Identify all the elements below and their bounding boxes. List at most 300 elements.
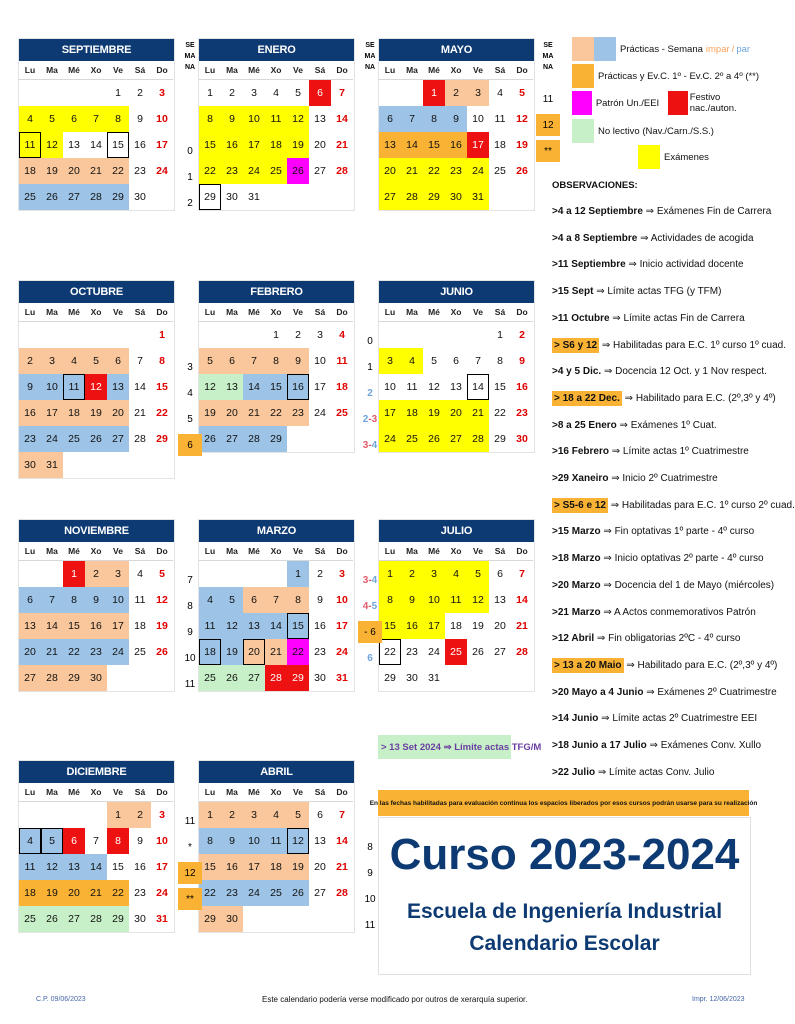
weekday-header: Mé xyxy=(243,61,265,80)
day-cell: 18 xyxy=(199,639,221,665)
empty-cell xyxy=(467,665,489,691)
weekday-header: Sá xyxy=(489,61,511,80)
weekday-header: Ve xyxy=(467,542,489,561)
day-cell: 4 xyxy=(401,348,423,374)
day-cell: 7 xyxy=(339,809,345,821)
day-cell: 18 xyxy=(450,620,462,632)
day-cell: 18 xyxy=(19,158,41,184)
weekday-header: Ma xyxy=(401,542,423,561)
day-cell: 25 xyxy=(265,880,287,906)
day-cell: 4 xyxy=(339,329,345,341)
week-number: 8 xyxy=(367,841,373,853)
observacion-text: ⇒ Exámenes 1º Cuat. xyxy=(616,419,717,431)
day-cell: 18 xyxy=(265,132,287,158)
day-cell: 2 xyxy=(317,568,323,580)
empty-cell xyxy=(41,561,63,587)
legend-examenes-label: Exámenes xyxy=(664,151,709,163)
empty-cell xyxy=(401,80,423,106)
legend-nolectivo-label: No lectivo (Nav./Carn./S.S.) xyxy=(598,125,714,137)
empty-cell xyxy=(243,322,265,348)
month-mayo xyxy=(378,38,535,211)
day-cell: 11 xyxy=(134,594,146,606)
observacion-item xyxy=(552,313,764,324)
observacion-item xyxy=(552,286,764,297)
day-cell: 20 xyxy=(243,639,265,665)
day-cell: 5 xyxy=(41,106,63,132)
day-cell: 10 xyxy=(423,587,445,613)
weekday-header: Mé xyxy=(63,783,85,802)
day-cell: 1 xyxy=(423,80,445,106)
day-cell: 10 xyxy=(107,587,129,613)
week-number: 11 xyxy=(364,919,376,931)
month-title: OCTUBRE xyxy=(19,281,174,303)
empty-cell xyxy=(63,80,85,106)
weekday-header: Lu xyxy=(19,542,41,561)
weekday-header: Sá xyxy=(129,783,151,802)
weekday-header: Sá xyxy=(309,303,331,322)
weekday-header: Do xyxy=(511,542,533,561)
day-cell: 15 xyxy=(287,613,309,639)
day-cell: 22 xyxy=(107,158,129,184)
day-cell: 10 xyxy=(243,828,265,854)
day-cell: 30 xyxy=(516,433,528,445)
week-number: 11 xyxy=(184,678,196,690)
day-cell: 24 xyxy=(243,158,265,184)
day-cell: 3 xyxy=(159,809,165,821)
day-cell: 18 xyxy=(401,400,423,426)
empty-cell xyxy=(511,184,533,210)
empty-cell xyxy=(467,322,489,348)
day-cell: 12 xyxy=(287,828,309,854)
observacion-text: ⇒ Fin obligatorias 2ºC - 4º curso xyxy=(594,633,741,645)
day-cell: 30 xyxy=(85,665,107,691)
weekday-header: Do xyxy=(151,783,173,802)
week-header: SE MA NA xyxy=(184,42,196,71)
empty-cell xyxy=(129,452,151,478)
weekday-header: Lu xyxy=(199,783,221,802)
day-cell: 26 xyxy=(287,158,309,184)
month-octubre xyxy=(18,280,175,479)
day-cell: 19 xyxy=(41,880,63,906)
day-cell: 14 xyxy=(336,113,348,125)
day-cell: 23 xyxy=(221,880,243,906)
empty-cell xyxy=(107,665,129,691)
week-number: 2 xyxy=(187,197,193,209)
day-cell: 2 xyxy=(221,802,243,828)
empty-cell xyxy=(129,322,151,348)
legend-impar: impar xyxy=(705,43,730,55)
day-cell: 19 xyxy=(85,400,107,426)
day-cell: 1 xyxy=(497,329,503,341)
month-febrero xyxy=(198,280,355,453)
day-cell: 25 xyxy=(494,165,506,177)
empty-cell xyxy=(107,322,129,348)
empty-cell xyxy=(129,665,151,691)
day-cell: 1 xyxy=(207,87,213,99)
day-cell: 12 xyxy=(41,854,63,880)
observacion-text: ⇒ Límite actas 2º Cuatrimestre EEI xyxy=(598,713,758,725)
month-junio xyxy=(378,280,535,453)
day-cell: 11 xyxy=(199,613,221,639)
week-number: 12 xyxy=(536,114,560,136)
day-cell: 19 xyxy=(156,620,168,632)
empty-cell xyxy=(445,322,467,348)
empty-cell xyxy=(41,802,63,828)
day-cell: 30 xyxy=(406,672,418,684)
day-cell: 17 xyxy=(243,854,265,880)
empty-cell xyxy=(41,322,63,348)
week-number: 3 xyxy=(187,361,193,373)
day-cell: 13 xyxy=(19,613,41,639)
weekday-header: Lu xyxy=(379,303,401,322)
day-cell: 30 xyxy=(134,913,146,925)
day-cell: 24 xyxy=(467,158,489,184)
observacion-text: ⇒ Inicio actividad docente xyxy=(625,259,744,271)
day-cell: 27 xyxy=(243,665,265,691)
day-cell: 31 xyxy=(41,452,63,478)
day-cell: 20 xyxy=(379,158,401,184)
day-cell: 22 xyxy=(265,400,287,426)
day-cell: 3 xyxy=(317,329,323,341)
day-cell: 22 xyxy=(423,158,445,184)
weekday-header: Ma xyxy=(41,783,63,802)
day-cell: 24 xyxy=(107,639,129,665)
day-cell: 28 xyxy=(336,887,348,899)
footer-right: Impr. 12/06/2023 xyxy=(692,996,745,1003)
empty-cell xyxy=(309,906,331,932)
week-number: - 6 xyxy=(358,621,382,643)
observacion-text: ⇒ Límite actas 1º Cuatrimestre xyxy=(608,446,749,458)
day-cell: 24 xyxy=(428,646,440,658)
empty-cell xyxy=(309,184,331,210)
observacion-date: >22 Julio xyxy=(552,766,596,778)
weekday-header: Ma xyxy=(401,61,423,80)
observacion-text: ⇒ Exámenes 2º Cuatrimestre xyxy=(643,686,777,698)
weekday-header: Ma xyxy=(41,542,63,561)
month-marzo xyxy=(198,519,355,692)
empty-cell xyxy=(423,322,445,348)
swatch-patron xyxy=(572,91,592,115)
week-header: SE MA NA xyxy=(364,42,376,71)
weekday-header: Ve xyxy=(467,61,489,80)
month-julio xyxy=(378,519,535,692)
day-cell: 2 xyxy=(85,561,107,587)
weekday-header: Xo xyxy=(85,303,107,322)
empty-cell xyxy=(19,802,41,828)
day-cell: 27 xyxy=(379,184,401,210)
day-cell: 16 xyxy=(134,861,146,873)
title-course: Curso 2023-2024 xyxy=(389,830,740,879)
day-cell: 16 xyxy=(516,381,528,393)
week-number: 9 xyxy=(367,867,373,879)
day-cell: 8 xyxy=(63,587,85,613)
weekday-header: Lu xyxy=(19,61,41,80)
empty-cell xyxy=(151,452,173,478)
day-cell: 27 xyxy=(221,426,243,452)
day-cell: 8 xyxy=(379,587,401,613)
day-cell: 7 xyxy=(475,355,481,367)
weekday-header: Ve xyxy=(107,783,129,802)
week-number: 2 xyxy=(367,387,373,399)
day-cell: 23 xyxy=(85,639,107,665)
day-cell: 3 xyxy=(243,802,265,828)
day-cell: 9 xyxy=(401,587,423,613)
day-cell: 27 xyxy=(494,646,506,658)
day-cell: 21 xyxy=(265,639,287,665)
day-cell: 2 xyxy=(137,87,143,99)
day-cell: 3 xyxy=(339,568,345,580)
day-cell: 19 xyxy=(472,620,484,632)
month-title: JULIO xyxy=(379,520,534,542)
month-title: FEBRERO xyxy=(199,281,354,303)
day-cell: 14 xyxy=(336,835,348,847)
day-cell: 14 xyxy=(401,132,423,158)
empty-cell xyxy=(489,665,511,691)
legend-patron-label: Patrón Un./EEI xyxy=(595,97,660,109)
day-cell: 15 xyxy=(156,381,168,393)
day-cell: 29 xyxy=(199,184,221,210)
weekday-header: Xo xyxy=(85,783,107,802)
empty-cell xyxy=(199,561,221,587)
day-cell: 16 xyxy=(221,132,243,158)
day-cell: 26 xyxy=(156,646,168,658)
observacion-text: ⇒ Límite actas Fin de Carrera xyxy=(609,312,745,324)
weekday-header: Do xyxy=(151,303,173,322)
day-cell: 4 xyxy=(199,587,221,613)
day-cell: 14 xyxy=(467,374,489,400)
weekday-header: Xo xyxy=(265,542,287,561)
day-cell: 9 xyxy=(85,587,107,613)
weekday-header: Do xyxy=(331,783,353,802)
observacion-text: ⇒ Inicio 2º Cuatrimestre xyxy=(608,473,718,484)
day-cell: 17 xyxy=(41,400,63,426)
footer-left: C.P. 09/06/2023 xyxy=(36,996,86,1003)
swatch-nolectivo xyxy=(572,119,594,143)
empty-cell xyxy=(511,665,533,691)
day-cell: 15 xyxy=(63,613,85,639)
observacion-item xyxy=(552,659,778,671)
day-cell: 26 xyxy=(287,880,309,906)
day-cell: 19 xyxy=(41,158,63,184)
day-cell: 18 xyxy=(336,381,348,393)
day-cell: 14 xyxy=(243,374,265,400)
day-cell: 4 xyxy=(273,87,279,99)
week-number: 5 xyxy=(187,413,193,425)
week-number: 6 xyxy=(367,652,373,664)
weekday-header: Sá xyxy=(309,542,331,561)
day-cell: 22 xyxy=(199,880,221,906)
day-cell: 16 xyxy=(134,139,146,151)
day-cell: 30 xyxy=(445,184,467,210)
day-cell: 13 xyxy=(63,854,85,880)
observacion-text: ⇒ Habilitado para E.C. (2º,3º y 4º) xyxy=(623,659,778,671)
day-cell: 21 xyxy=(243,400,265,426)
day-cell: 27 xyxy=(314,165,326,177)
day-cell: 1 xyxy=(273,329,279,341)
empty-cell xyxy=(19,322,41,348)
observacion-date: > 18 a 22 Dec. xyxy=(554,392,620,404)
observacion-item xyxy=(552,607,764,618)
day-cell: 23 xyxy=(221,158,243,184)
day-cell: 5 xyxy=(159,568,165,580)
day-cell: 4 xyxy=(19,828,41,854)
day-cell: 20 xyxy=(63,158,85,184)
day-cell: 24 xyxy=(41,426,63,452)
month-title: ENERO xyxy=(199,39,354,61)
day-cell: 31 xyxy=(467,184,489,210)
legend-examenes xyxy=(638,145,709,169)
observacion-date: >20 Marzo xyxy=(552,579,601,591)
month-diciembre xyxy=(18,760,175,933)
day-cell: 18 xyxy=(134,620,146,632)
weekday-header: Sá xyxy=(129,542,151,561)
month-enero xyxy=(198,38,355,211)
weekday-header: Xo xyxy=(445,542,467,561)
observacion-text: ⇒ Límite actas Conv. Julio xyxy=(595,766,715,778)
weekday-header: Lu xyxy=(199,303,221,322)
day-cell: 28 xyxy=(265,665,287,691)
day-cell: 11 xyxy=(19,132,41,158)
day-cell: 1 xyxy=(63,561,85,587)
observacion-item xyxy=(552,526,764,537)
day-cell: 18 xyxy=(494,139,506,151)
week-number: 10 xyxy=(364,893,376,905)
observacion-text: ⇒ Límite actas TFG (y TFM) xyxy=(593,286,722,298)
week-number: 6 xyxy=(178,434,202,456)
title-box xyxy=(378,817,751,975)
day-cell: 24 xyxy=(156,165,168,177)
weekday-header: Xo xyxy=(265,303,287,322)
weekday-header: Lu xyxy=(19,303,41,322)
day-cell: 6 xyxy=(453,355,459,367)
observacion-item xyxy=(552,366,767,378)
observacion-date: >4 a 8 Septiembre xyxy=(552,232,638,244)
day-cell: 22 xyxy=(494,407,506,419)
day-cell: 22 xyxy=(287,639,309,665)
day-cell: 13 xyxy=(68,139,80,151)
weekday-header: Ve xyxy=(287,783,309,802)
day-cell: 29 xyxy=(199,906,221,932)
day-cell: 24 xyxy=(243,880,265,906)
day-cell: 23 xyxy=(516,407,528,419)
title-calendar: Calendario Escolar xyxy=(469,932,660,955)
day-cell: 7 xyxy=(339,87,345,99)
day-cell: 13 xyxy=(314,113,326,125)
month-noviembre xyxy=(18,519,175,692)
week-number: ** xyxy=(536,140,560,162)
month-title: DICIEMBRE xyxy=(19,761,174,783)
observacion-item xyxy=(552,473,764,484)
day-cell: 17 xyxy=(467,132,489,158)
day-cell: 23 xyxy=(19,426,41,452)
weekday-header: Xo xyxy=(85,542,107,561)
observacion-date: > 13 a 20 Maio xyxy=(554,659,622,671)
day-cell: 4 xyxy=(137,568,143,580)
day-cell: 27 xyxy=(63,184,85,210)
weekday-header: Mé xyxy=(423,303,445,322)
day-cell: 8 xyxy=(107,106,129,132)
day-cell: 14 xyxy=(134,381,146,393)
weekday-header: Lu xyxy=(199,61,221,80)
weekday-header: Ve xyxy=(107,61,129,80)
week-number: 12 xyxy=(178,862,202,884)
empty-cell xyxy=(489,184,511,210)
day-cell: 29 xyxy=(63,665,85,691)
observacion-date: >18 Junio a 17 Julio xyxy=(552,740,647,751)
weekday-header: Lu xyxy=(19,783,41,802)
day-cell: 24 xyxy=(336,646,348,658)
day-cell: 20 xyxy=(314,139,326,151)
day-cell: 23 xyxy=(287,400,309,426)
day-cell: 24 xyxy=(156,887,168,899)
day-cell: 13 xyxy=(243,613,265,639)
day-cell: 18 xyxy=(19,880,41,906)
month-abril xyxy=(198,760,355,933)
observacion-date: >12 Abril xyxy=(552,633,595,645)
day-cell: 8 xyxy=(497,355,503,367)
weekday-header: Ve xyxy=(287,61,309,80)
observacion-date: >14 Junio xyxy=(552,713,599,725)
weekday-header: Ma xyxy=(401,303,423,322)
day-cell: 20 xyxy=(445,400,467,426)
day-cell: 5 xyxy=(431,355,437,367)
weekday-header: Do xyxy=(331,303,353,322)
day-cell: 6 xyxy=(497,568,503,580)
title-school: Escuela de Ingeniería Industrial xyxy=(406,900,723,923)
observacion-date: >11 Octubre xyxy=(552,312,610,324)
legend-practicas-ec-label: Prácticas y Ev.C. 1º - Ev.C. 2º a 4º (**) xyxy=(598,70,760,82)
day-cell: 10 xyxy=(384,381,396,393)
day-cell: 6 xyxy=(19,587,41,613)
day-cell: 10 xyxy=(336,594,348,606)
day-cell: 16 xyxy=(19,400,41,426)
day-cell: 11 xyxy=(445,587,467,613)
empty-cell xyxy=(287,426,309,452)
day-cell: 7 xyxy=(265,587,287,613)
day-cell: 25 xyxy=(265,158,287,184)
empty-cell xyxy=(243,561,265,587)
empty-cell xyxy=(331,184,353,210)
day-cell: 11 xyxy=(63,374,85,400)
day-cell: 21 xyxy=(134,407,146,419)
day-cell: 10 xyxy=(156,835,168,847)
observacion-text: ⇒ Actividades de acogida xyxy=(637,232,754,244)
day-cell: 11 xyxy=(406,381,418,393)
day-cell: 17 xyxy=(336,620,348,632)
empty-cell xyxy=(287,184,309,210)
day-cell: 26 xyxy=(199,426,221,452)
day-cell: 29 xyxy=(107,184,129,210)
weekday-header: Mé xyxy=(243,783,265,802)
observacion-item xyxy=(552,446,764,457)
observacion-item xyxy=(552,233,764,244)
day-cell: 10 xyxy=(243,106,265,132)
day-cell: 25 xyxy=(445,639,467,665)
day-cell: 29 xyxy=(156,433,168,445)
observacion-text: ⇒ Docencia 12 Oct. y 1 Nov respect. xyxy=(601,366,767,378)
empty-cell xyxy=(221,561,243,587)
day-cell: 28 xyxy=(85,184,107,210)
day-cell: 25 xyxy=(401,426,423,452)
weekday-header: Mé xyxy=(423,542,445,561)
day-cell: 8 xyxy=(423,106,445,132)
weekday-header: Sá xyxy=(129,61,151,80)
day-cell: 29 xyxy=(107,906,129,932)
weekday-header: Sá xyxy=(129,303,151,322)
day-cell: 12 xyxy=(41,132,63,158)
empty-cell xyxy=(151,665,173,691)
day-cell: 16 xyxy=(221,854,243,880)
